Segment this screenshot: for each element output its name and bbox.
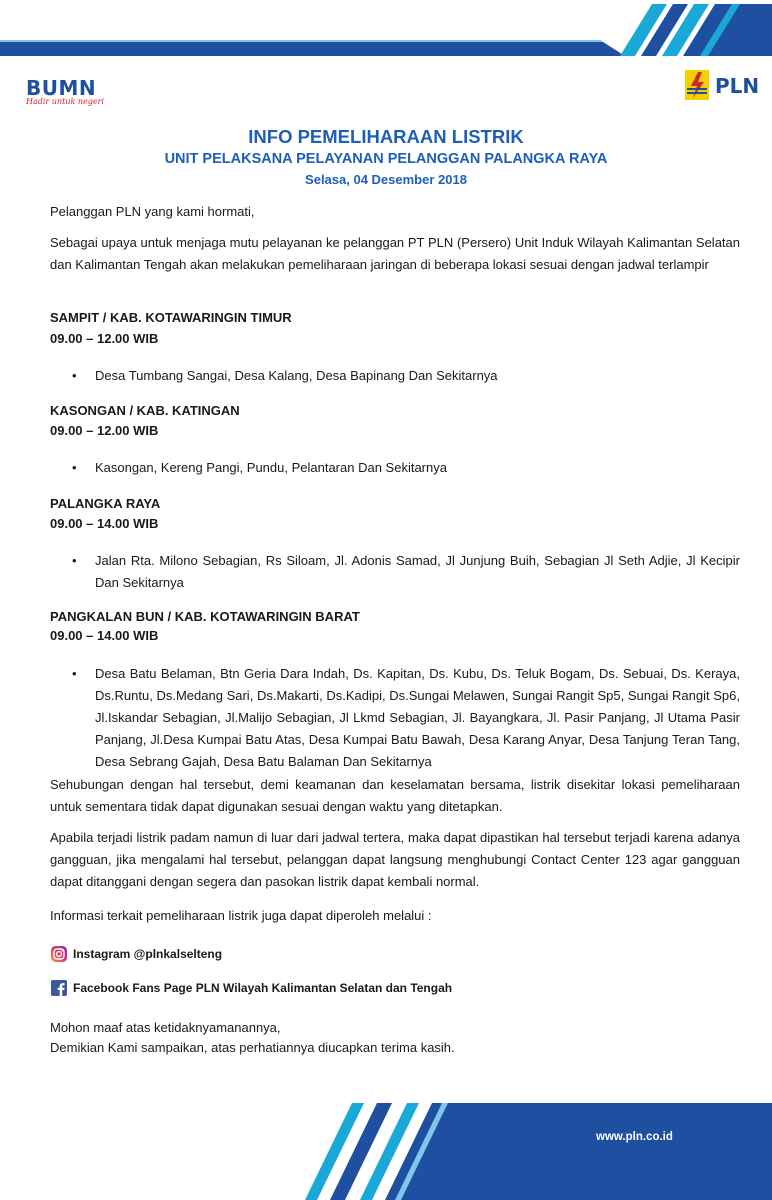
bumn-logo-word: BUMN bbox=[26, 76, 97, 100]
section-area-pangkalan-bun: PANGKALAN BUN / KAB. KOTAWARINGIN BARAT bbox=[50, 609, 360, 624]
section-locations-palangka-raya: Jalan Rta. Milono Sebagian, Rs Siloam, Jl. Adonis Samad, Jl Junjung Buih, Sebagian Jl Seth Adjie, Jl Kecipir Dan Sekitarnya bbox=[95, 553, 740, 590]
bullet-icon: • bbox=[72, 553, 77, 568]
section-time-sampit: 09.00 – 12.00 WIB bbox=[50, 331, 159, 346]
thanks-line: Demikian Kami sampaikan, atas perhatiannya diucapkan terima kasih. bbox=[50, 1040, 455, 1055]
greeting: Pelanggan PLN yang kami hormati, bbox=[50, 204, 255, 219]
footer-banner bbox=[0, 1093, 772, 1200]
intro-paragraph: Sebagai upaya untuk menjaga mutu pelayanan ke pelanggan PT PLN (Persero) Unit Induk Wilayah Kalimantan Selatan dan Kalimantan Tengah akan melakukan pemeliharaan jaringan di beberapa lokasi sesuai dengan jadwal terlampir bbox=[50, 235, 740, 272]
page-title: INFO PEMELIHARAAN LISTRIK bbox=[248, 126, 524, 147]
section-locations-kasongan: Kasongan, Kereng Pangi, Pundu, Pelantaran Dan Sekitarnya bbox=[95, 460, 447, 475]
bumn-logo-tagline: Hadir untuk negeri bbox=[26, 97, 104, 106]
lightning-icon bbox=[683, 68, 713, 102]
section-time-pangkalan-bun: 09.00 – 14.00 WIB bbox=[50, 628, 159, 643]
section-time-palangka-raya: 09.00 – 14.00 WIB bbox=[50, 516, 159, 531]
section-area-kasongan: KASONGAN / KAB. KATINGAN bbox=[50, 403, 240, 418]
bullet-icon: • bbox=[72, 368, 77, 383]
section-locations-sampit: Desa Tumbang Sangai, Desa Kalang, Desa Bapinang Dan Sekitarnya bbox=[95, 368, 498, 383]
info-paragraph: Informasi terkait pemeliharaan listrik juga dapat diperoleh melalui : bbox=[50, 908, 432, 923]
page-subtitle: UNIT PELAKSANA PELAYANAN PELANGGAN PALANGKA RAYA bbox=[164, 151, 608, 167]
facebook-link[interactable] bbox=[50, 978, 452, 998]
instagram-link[interactable] bbox=[50, 944, 222, 964]
pln-logo bbox=[683, 66, 760, 104]
bumn-logo bbox=[26, 76, 104, 106]
instagram-icon bbox=[50, 945, 68, 963]
website-url[interactable]: www.pln.co.id bbox=[596, 1131, 673, 1143]
bullet-icon: • bbox=[72, 666, 77, 681]
instagram-handle: Instagram @plnkalselteng bbox=[73, 947, 223, 961]
outage-paragraph: Apabila terjadi listrik padam namun di luar dari jadwal tertera, maka dapat dipastikan hal tersebut terjadi karena adanya gangguan, jika mengalami hal tersebut, pelanggan dapat langsung menghubungi Contact Center 123 agar gangguan dapat ditanggani dengan segera dan pasokan listrik dapat kembali normal. bbox=[50, 830, 740, 889]
bullet-icon: • bbox=[72, 460, 77, 475]
pln-logo-text: PLN bbox=[715, 74, 760, 98]
header-banner bbox=[0, 0, 772, 70]
section-area-sampit: SAMPIT / KAB. KOTAWARINGIN TIMUR bbox=[50, 310, 292, 325]
section-locations-pangkalan-bun: Desa Batu Belaman, Btn Geria Dara Indah, Ds. Kapitan, Ds. Kubu, Ds. Teluk Bogam, Ds. Sebuai, Ds. Keraya, Ds.Runtu, Ds.Medang Sari, Ds.Makarti, Ds.Kadipi, Ds.Sungai Melawen, Sungai Rangit Sp5, Sungai Rangit Sp6, Jl.Iskandar Sebagian, Jl.Malijo Sebagian, Jl Lkmd Sebagian, Jl. Bayangkara, Jl. Pasir Panjang, Jl Utama Pasir Panjang, Jl.Desa Kumpai Batu Atas, Desa Kumpai Batu Bawah, Desa Karang Anyar, Desa Tanjung Teran Tang, Desa Sebrang Gajah, Desa Batu Balaman Dan Sekitarnya bbox=[95, 666, 740, 769]
facebook-page-name: Facebook Fans Page PLN Wilayah Kalimantan Selatan dan Tengah bbox=[73, 981, 453, 995]
safety-paragraph: Sehubungan dengan hal tersebut, demi keamanan dan keselamatan bersama, listrik disekitar lokasi pemeliharaan untuk sementara tidak dapat digunakan sesuai dengan waktu yang ditetapkan. bbox=[50, 777, 740, 814]
section-area-palangka-raya: PALANGKA RAYA bbox=[50, 496, 161, 511]
announcement-date: Selasa, 04 Desember 2018 bbox=[305, 172, 467, 187]
section-time-kasongan: 09.00 – 12.00 WIB bbox=[50, 423, 159, 438]
facebook-icon bbox=[50, 979, 68, 997]
apology-line: Mohon maaf atas ketidaknyamanannya, bbox=[50, 1020, 281, 1035]
